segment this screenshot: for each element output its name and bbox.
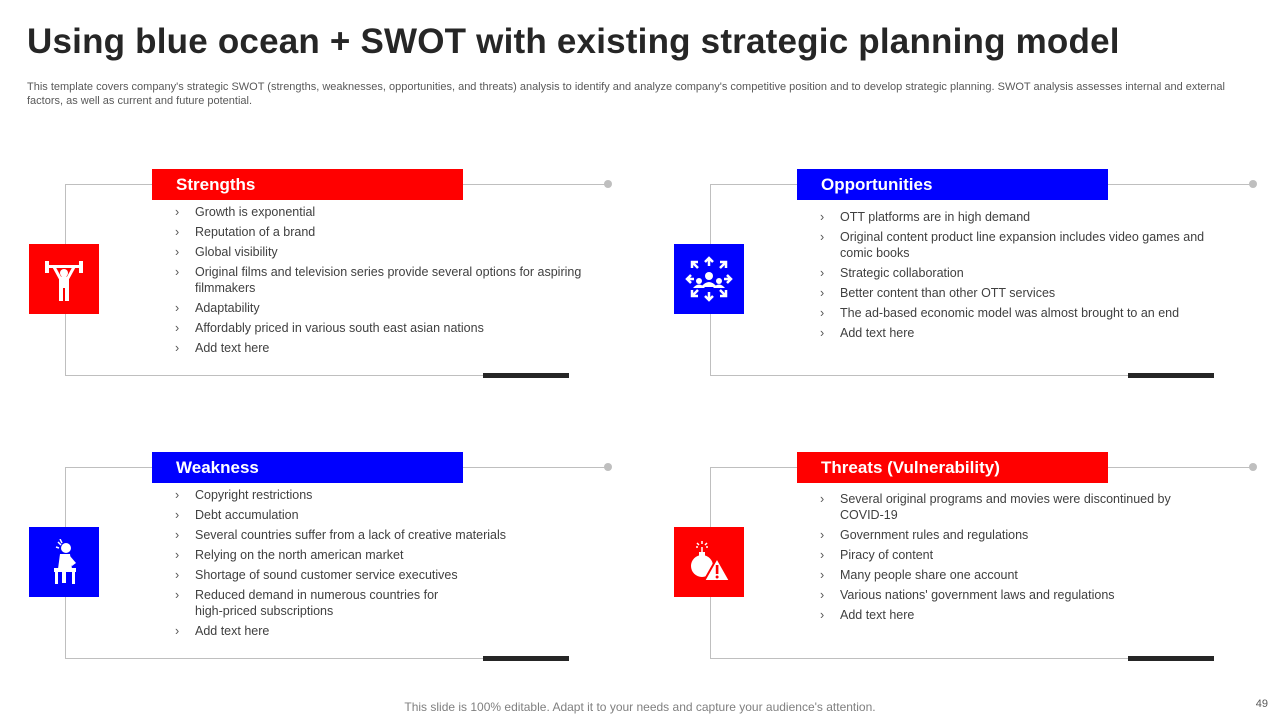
list-item: › Adaptability <box>175 300 583 316</box>
footer-note: This slide is 100% editable. Adapt it to your needs and capture your audience's attention. <box>404 700 876 714</box>
weakness-header: Weakness <box>152 452 463 483</box>
bomb-warning-icon <box>674 527 744 597</box>
accent-bar <box>483 373 569 378</box>
strengths-header: Strengths <box>152 169 463 200</box>
list-item: › Add text here <box>820 607 1206 623</box>
threats-quadrant <box>674 450 1254 670</box>
list-item: › Government rules and regulations <box>820 527 1206 543</box>
list-item: › Several original programs and movies were discontinued by COVID-19 <box>820 491 1206 523</box>
opportunities-list <box>820 209 1206 345</box>
weightlifter-icon <box>29 244 99 314</box>
frame-dot <box>1249 180 1257 188</box>
page-number: 49 <box>1255 698 1268 710</box>
threats-list <box>820 491 1206 627</box>
frame-dot <box>1249 463 1257 471</box>
stressed-person-icon <box>29 527 99 597</box>
strengths-list <box>175 204 583 360</box>
accent-bar <box>1128 373 1214 378</box>
weakness-list <box>175 487 583 643</box>
weakness-quadrant <box>29 450 609 670</box>
accent-bar <box>1128 656 1214 661</box>
list-item: › Add text here <box>175 340 583 356</box>
list-item: › Many people share one account <box>820 567 1206 583</box>
page-subtitle: This template covers company's strategic SWOT (strengths, weaknesses, opportunities, and threats) analysis to identify and analyze company's competitive position and to develop strategic planning. SWOT analysis assesses internal and external factors, as well as current and future potential. <box>27 81 1225 107</box>
opportunities-header: Opportunities <box>797 169 1108 200</box>
list-item: › Several countries suffer from a lack of creative materials <box>175 527 583 543</box>
list-item: › Global visibility <box>175 244 583 260</box>
list-item: › The ad-based economic model was almost brought to an end <box>820 305 1206 321</box>
list-item: › Original content product line expansion includes video games and comic books <box>820 229 1206 261</box>
strengths-quadrant <box>29 167 609 387</box>
list-item: › Shortage of sound customer service executives <box>175 567 583 583</box>
list-item: › Add text here <box>175 623 583 639</box>
list-item: › Copyright restrictions <box>175 487 583 503</box>
list-item: › Better content than other OTT services <box>820 285 1206 301</box>
frame-dot <box>604 180 612 188</box>
list-item: › OTT platforms are in high demand <box>820 209 1206 225</box>
list-item: › Piracy of content <box>820 547 1206 563</box>
list-item: › Affordably priced in various south east asian nations <box>175 320 583 336</box>
frame-dot <box>604 463 612 471</box>
list-item: › Reputation of a brand <box>175 224 583 240</box>
threats-header: Threats (Vulnerability) <box>797 452 1108 483</box>
network-arrows-icon <box>674 244 744 314</box>
list-item: › Relying on the north american market <box>175 547 583 563</box>
list-item: › Strategic collaboration <box>820 265 1206 281</box>
accent-bar <box>483 656 569 661</box>
opportunities-quadrant <box>674 167 1254 387</box>
list-item: › Original films and television series provide several options for aspiring filmmakers <box>175 264 583 296</box>
list-item: › Add text here <box>820 325 1206 341</box>
list-item: › Reduced demand in numerous countries for high-priced subscriptions <box>175 587 465 619</box>
list-item: › Debt accumulation <box>175 507 583 523</box>
list-item: › Growth is exponential <box>175 204 583 220</box>
list-item: › Various nations' government laws and regulations <box>820 587 1206 603</box>
page-title: Using blue ocean + SWOT with existing strategic planning model <box>27 22 1120 61</box>
